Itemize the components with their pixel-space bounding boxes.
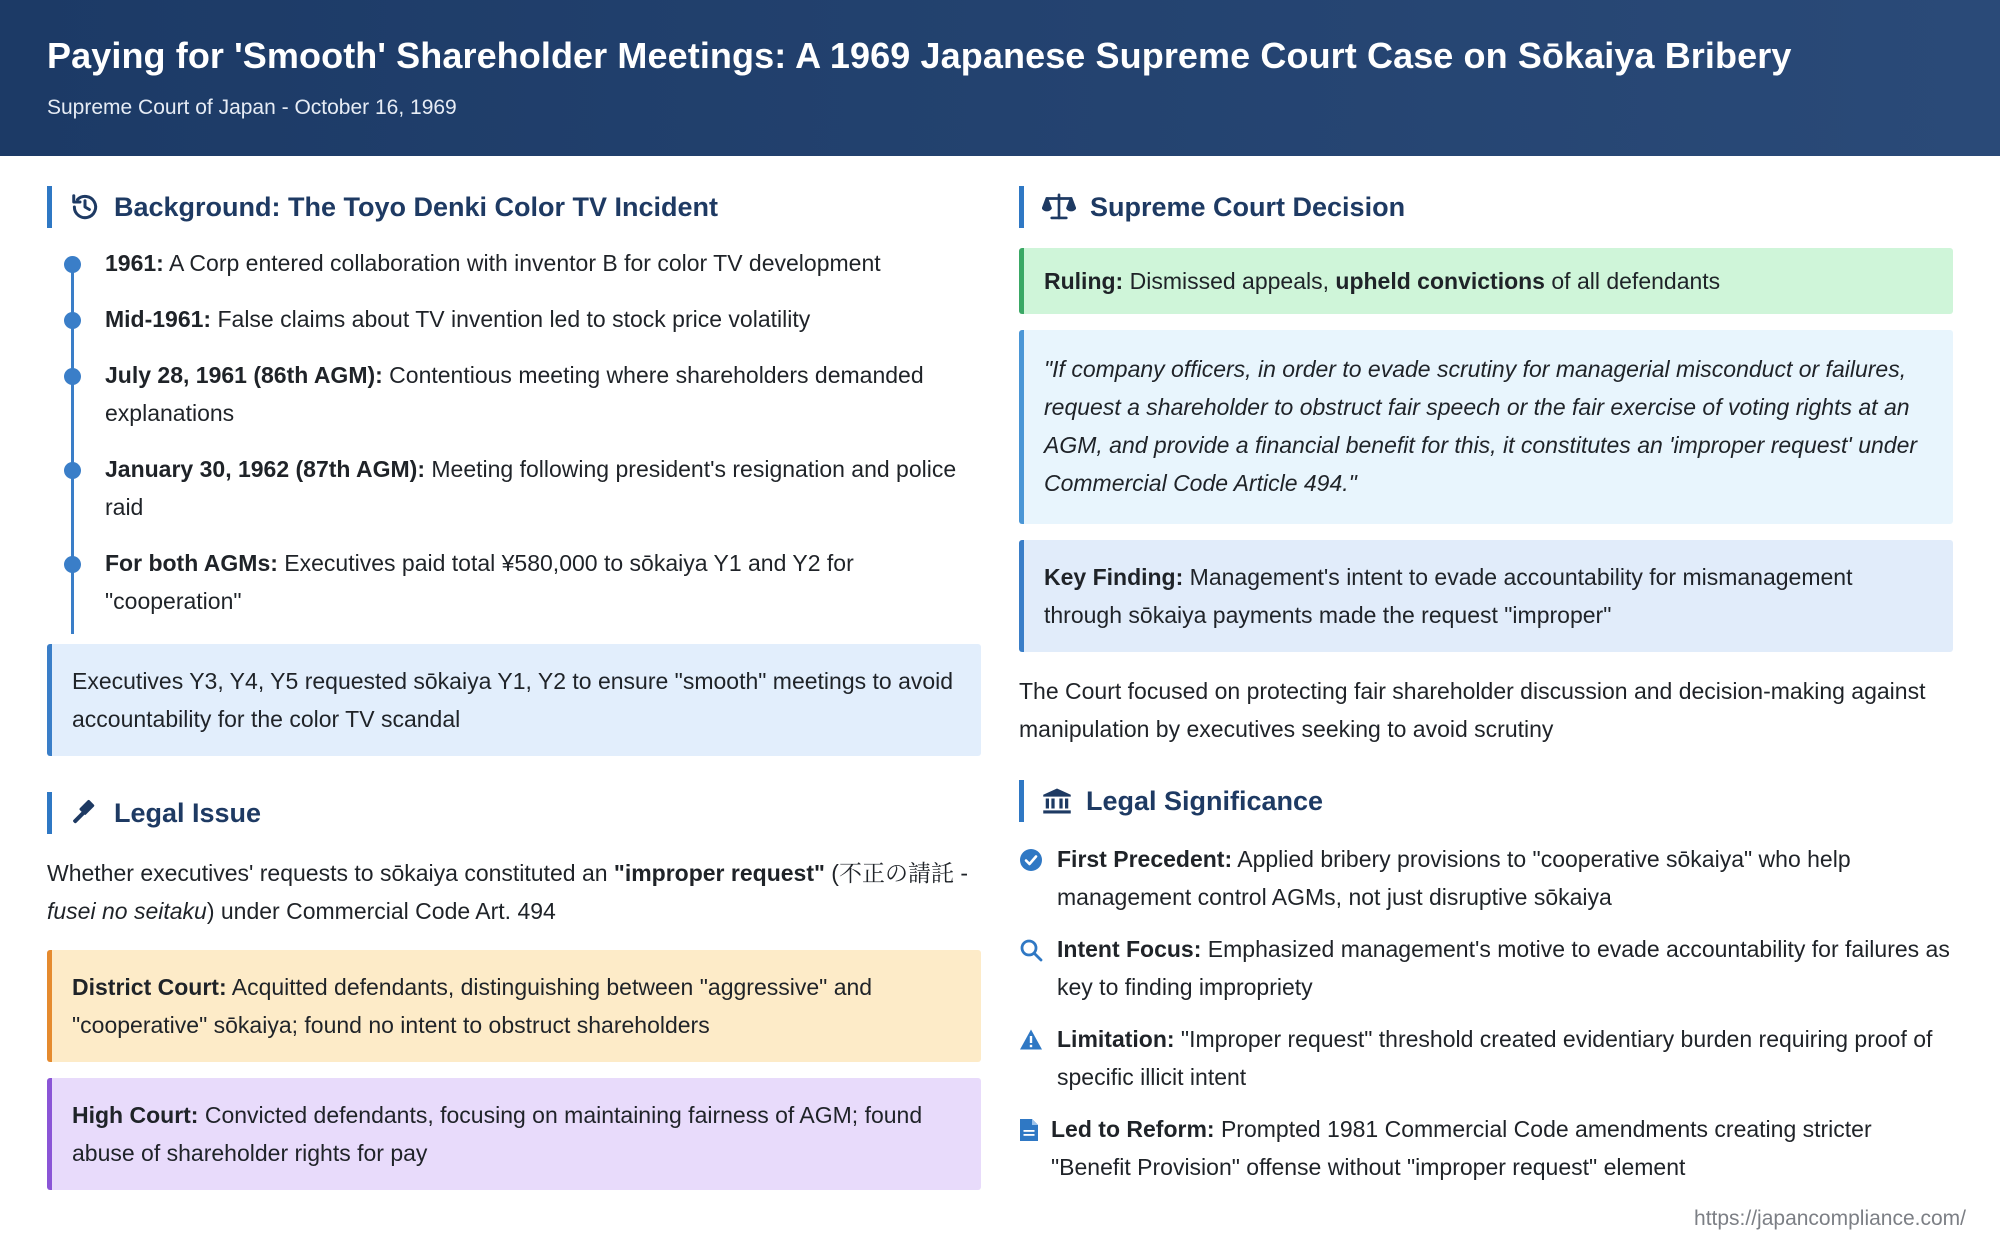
warning-icon — [1019, 1028, 1043, 1052]
timeline-date: Mid-1961: — [105, 306, 212, 332]
ruling-box — [1019, 248, 1953, 314]
timeline-date: 1961: — [105, 250, 164, 276]
issue-text-italic: fusei no seitaku — [47, 898, 207, 924]
legal-issue-title-text: Legal Issue — [114, 797, 262, 828]
issue-text-post: ) under Commercial Code Art. 494 — [206, 898, 556, 924]
issue-text-bold: "improper request" — [613, 860, 825, 886]
timeline-dot — [64, 312, 81, 329]
scales-icon — [1042, 192, 1076, 222]
ruling-label: Ruling: — [1044, 268, 1124, 294]
timeline-dot — [64, 556, 81, 573]
significance-text: Applied bribery provisions to "cooperative sōkaiya" who help management control AGMs, not just disruptive sōkaiya — [1057, 846, 1851, 910]
high-court-box — [47, 1078, 981, 1190]
key-finding-text: Management's intent to evade accountability for mismanagement through sōkaiya payments made the request "improper" — [1044, 564, 1853, 628]
timeline-text: A Corp entered collaboration with inventor B for color TV development — [163, 250, 881, 276]
significance-label: Intent Focus: — [1057, 936, 1202, 962]
district-court-box — [47, 950, 981, 1062]
significance-title-text: Legal Significance — [1086, 785, 1324, 816]
timeline-text: False claims about TV invention led to stock price volatility — [211, 306, 811, 332]
footer-url[interactable]: https://japancompliance.com/ — [1694, 1207, 1966, 1230]
timeline-dot — [64, 256, 81, 273]
left-column — [47, 156, 981, 1190]
significance-section-title — [1019, 780, 1953, 822]
background-section-title — [47, 186, 981, 228]
right-column — [1019, 156, 1953, 1200]
timeline-item — [47, 356, 981, 432]
gavel-icon — [70, 798, 100, 828]
timeline — [47, 244, 981, 620]
ruling-text-bold: upheld convictions — [1335, 268, 1545, 294]
timeline-dot — [64, 368, 81, 385]
timeline-item — [47, 244, 981, 282]
significance-item — [1019, 1110, 1953, 1186]
history-icon — [70, 192, 100, 222]
district-court-text: Acquitted defendants, distinguishing between "aggressive" and "cooperative" sōkaiya; found no intent to obstruct shareholders — [72, 974, 873, 1038]
search-icon — [1019, 938, 1043, 962]
significance-label: Led to Reform: — [1051, 1116, 1215, 1142]
background-title-text: Background: The Toyo Denki Color TV Incident — [114, 191, 719, 222]
high-court-label: High Court: — [72, 1102, 199, 1128]
timeline-item — [47, 300, 981, 338]
document-icon — [1019, 1118, 1039, 1142]
decision-summary: The Court focused on protecting fair shareholder discussion and decision-making against manipulation by executives seeking to avoid scrutiny — [1019, 678, 1926, 742]
page-title: Paying for 'Smooth' Shareholder Meetings: A 1969 Japanese Supreme Court Case on Sōkaiya Bribery — [47, 35, 1792, 76]
significance-text: Emphasized management's motive to evade accountability for failures as key to finding impropriety — [1057, 936, 1950, 1000]
background-note: Executives Y3, Y4, Y5 requested sōkaiya Y1, Y2 to ensure "smooth" meetings to avoid accountability for the color TV scandal — [47, 644, 981, 756]
timeline-date: January 30, 1962 (87th AGM): — [105, 456, 425, 482]
issue-text-mid: (不正の請託 - — [824, 860, 968, 886]
landmark-icon — [1042, 786, 1072, 816]
ruling-text-post: of all defendants — [1544, 268, 1721, 294]
significance-item — [1019, 930, 1953, 1006]
legal-issue-description — [47, 854, 981, 930]
significance-item — [1019, 1020, 1953, 1096]
high-court-text: Convicted defendants, focusing on maintaining fairness of AGM; found abuse of shareholder rights for pay — [72, 1102, 923, 1166]
district-court-label: District Court: — [72, 974, 227, 1000]
ruling-text-pre: Dismissed appeals, — [1123, 268, 1336, 294]
timeline-item — [47, 450, 981, 526]
key-finding-label: Key Finding: — [1044, 564, 1184, 590]
page-header — [0, 0, 2000, 156]
significance-text: Prompted 1981 Commercial Code amendments creating stricter "Benefit Provision" offense without "improper request" element — [1051, 1116, 1872, 1180]
check-circle-icon — [1019, 848, 1043, 872]
key-finding-box — [1019, 540, 1953, 652]
court-quote: "If company officers, in order to evade scrutiny for managerial misconduct or failures, request a shareholder to obstruct fair speech or the fair exercise of voting rights at an AGM, and provide a financial benefit for this, it constitutes an 'improper request' under Commercial Code Article 494." — [1019, 330, 1953, 524]
timeline-date: For both AGMs: — [105, 550, 278, 576]
timeline-text: Meeting following president's resignation and police raid — [105, 456, 957, 520]
timeline-date: July 28, 1961 (86th AGM): — [105, 362, 383, 388]
timeline-text: Contentious meeting where shareholders demanded explanations — [105, 362, 924, 426]
timeline-text: Executives paid total ¥580,000 to sōkaiya Y1 and Y2 for "cooperation" — [105, 550, 854, 614]
significance-text: "Improper request" threshold created evidentiary burden requiring proof of specific illicit intent — [1057, 1026, 1933, 1090]
significance-item — [1019, 840, 1953, 916]
legal-issue-section-title — [47, 792, 981, 834]
timeline-item — [47, 544, 981, 620]
significance-label: Limitation: — [1057, 1026, 1175, 1052]
issue-text-pre: Whether executives' requests to sōkaiya constituted an — [47, 860, 614, 886]
timeline-dot — [64, 462, 81, 479]
decision-section-title — [1019, 186, 1953, 228]
significance-list — [1019, 840, 1953, 1186]
decision-title-text: Supreme Court Decision — [1090, 191, 1406, 222]
page-subtitle: Supreme Court of Japan - October 16, 1969 — [47, 96, 457, 119]
significance-label: First Precedent: — [1057, 846, 1233, 872]
